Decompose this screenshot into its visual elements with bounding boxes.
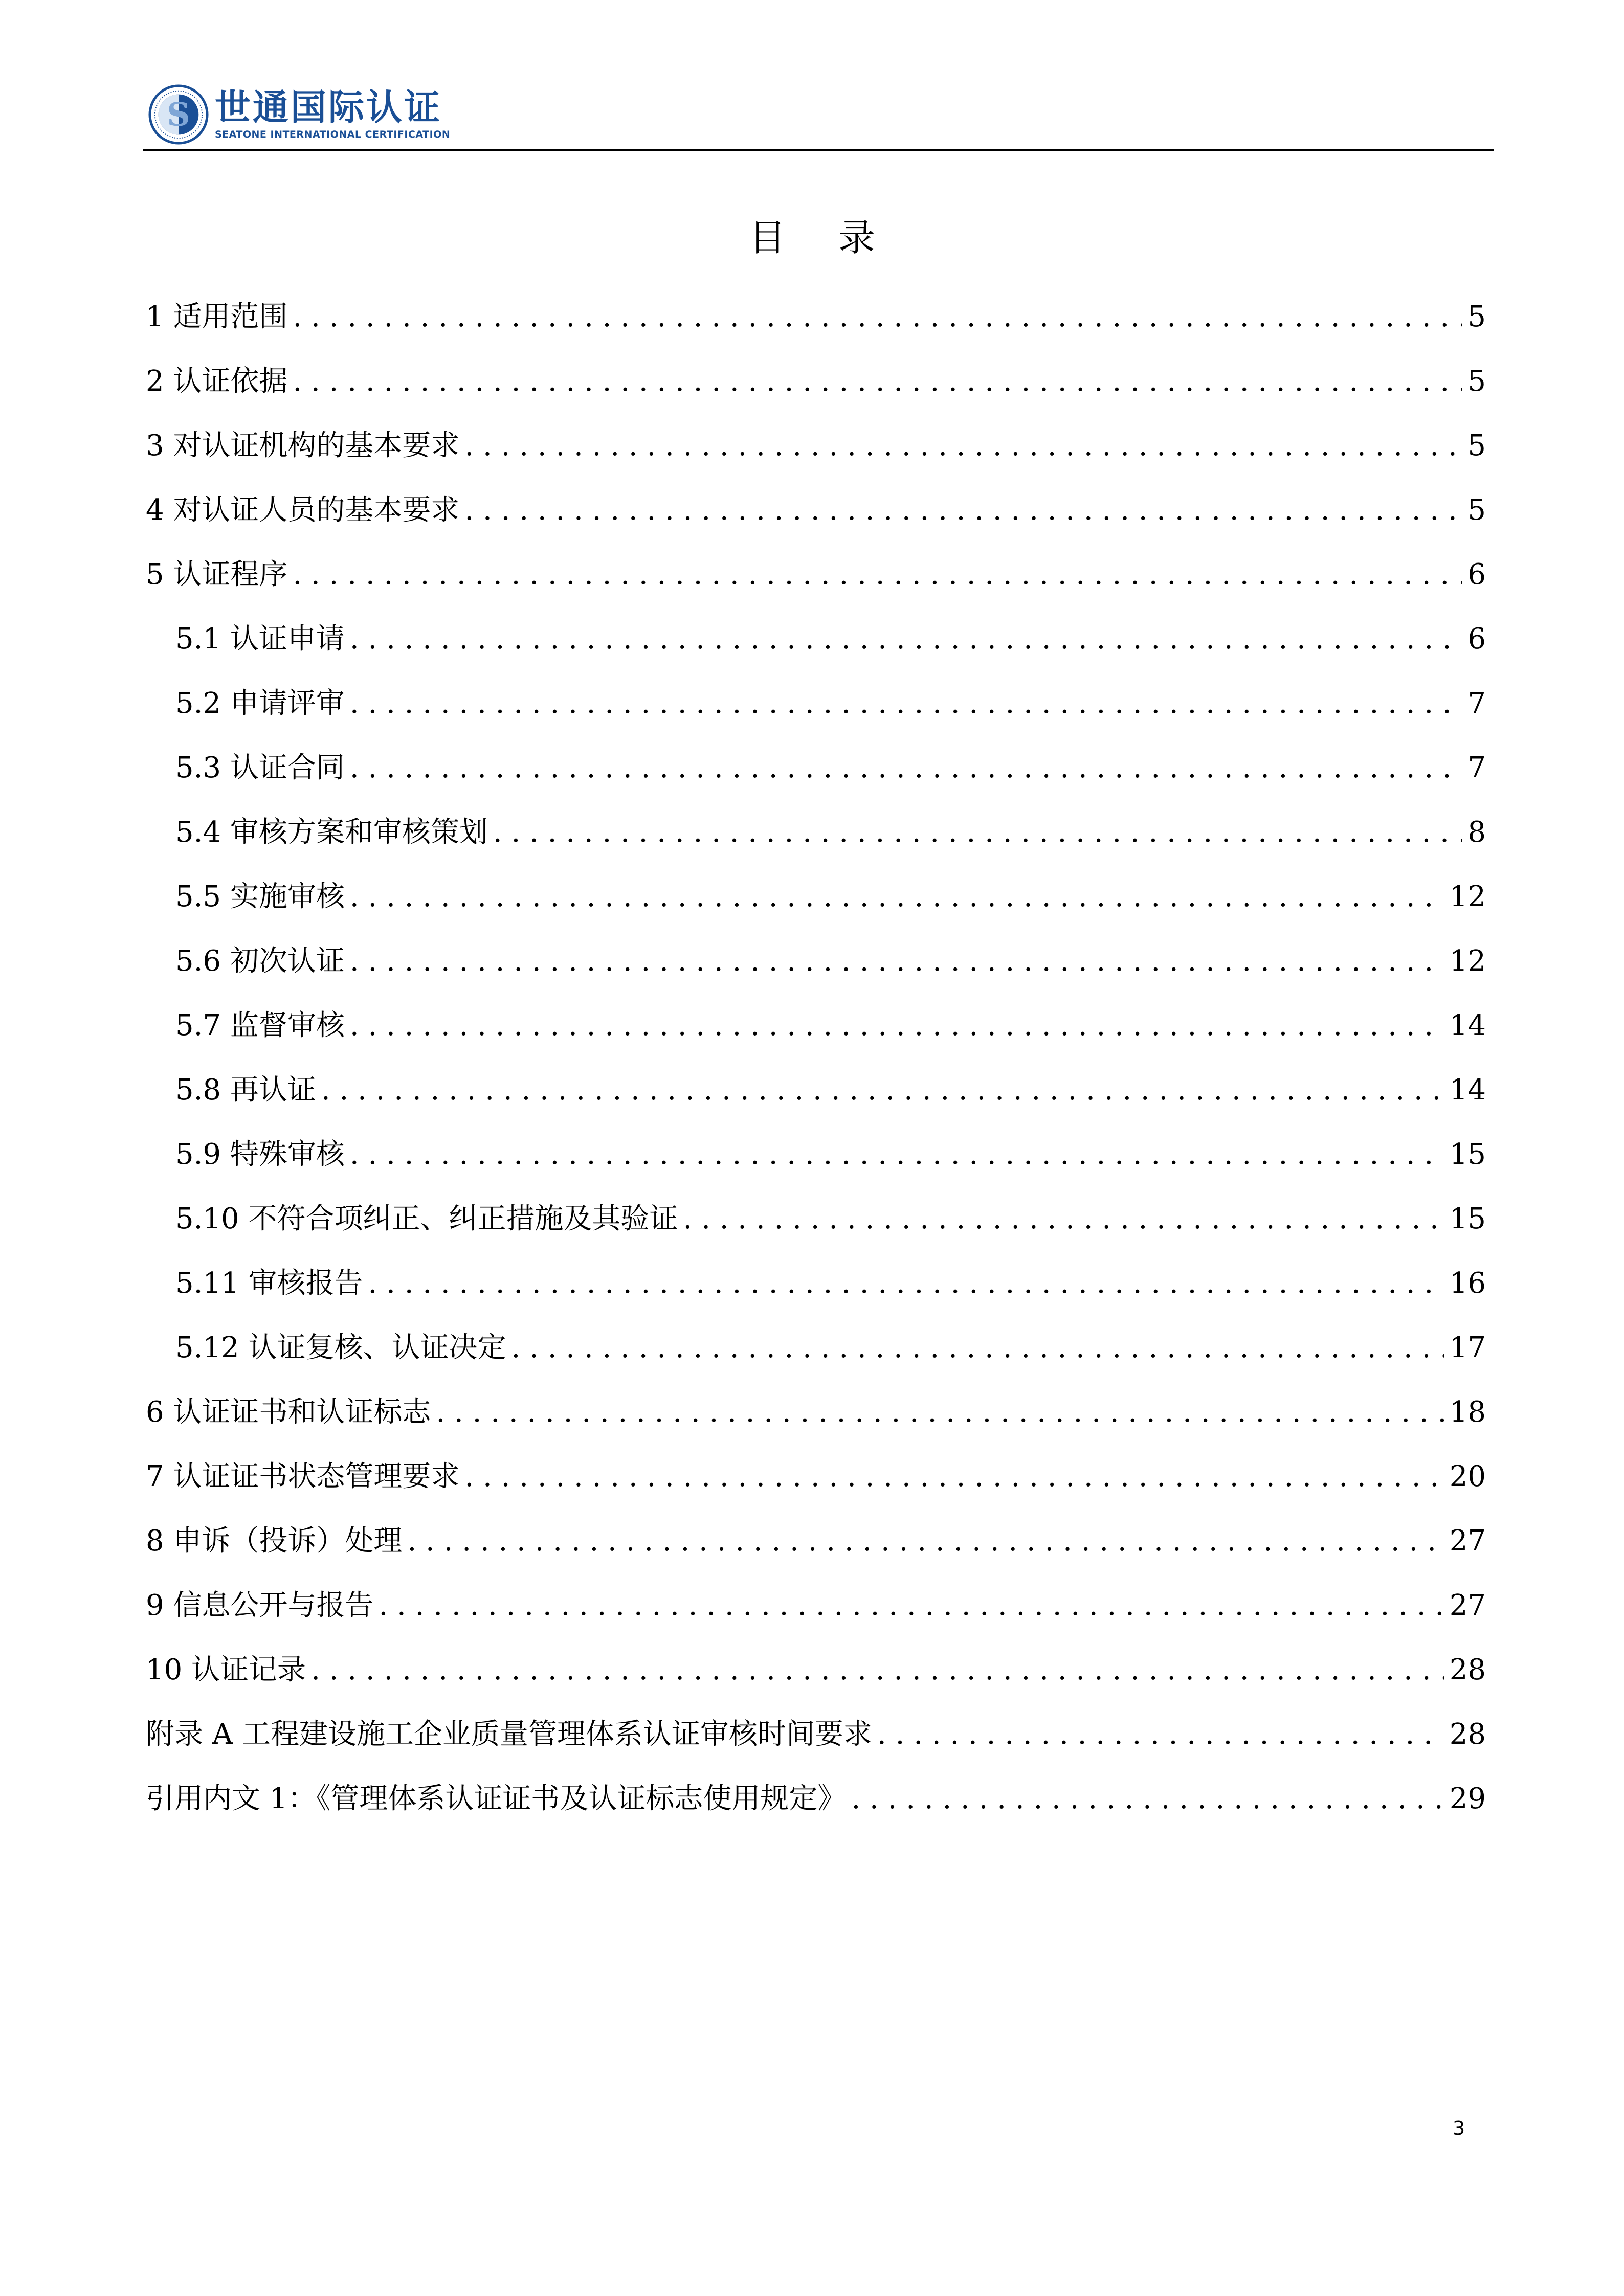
toc-entry-label: 5.11 审核报告	[175, 1267, 363, 1300]
toc-entry-label: 7 认证证书状态管理要求	[146, 1460, 460, 1493]
toc-entry[interactable]	[146, 1521, 1486, 1585]
toc-entry-label: 5 认证程序	[146, 558, 288, 591]
logo-chinese-text: 世通国际认证	[215, 86, 442, 128]
toc-entry[interactable]	[146, 1650, 1486, 1714]
toc-entry-label: 3 对认证机构的基本要求	[146, 429, 460, 462]
toc-entry-page: 5	[1467, 365, 1486, 398]
toc-dot-leader	[293, 297, 1462, 337]
toc-entry[interactable]	[146, 1005, 1486, 1070]
toc-entry-page: 18	[1449, 1395, 1486, 1429]
toc-entry-label: 引用内文 1：《管理体系认证证书及认证标志使用规定》	[146, 1782, 847, 1815]
toc-entry[interactable]	[146, 941, 1486, 1005]
toc-dot-leader	[436, 1392, 1444, 1433]
toc-entry-label: 附录 A 工程建设施工企业质量管理体系认证审核时间要求	[146, 1718, 873, 1751]
toc-entry[interactable]	[146, 876, 1486, 941]
seatone-logo-icon	[148, 84, 209, 145]
toc-dot-leader	[293, 554, 1462, 595]
toc-entry-page: 29	[1449, 1782, 1486, 1815]
toc-entry-page: 28	[1449, 1718, 1486, 1751]
toc-dot-leader	[683, 1199, 1444, 1240]
toc-entry-label: 8 申诉（投诉）处理	[146, 1524, 403, 1558]
page-title: 目 录	[749, 216, 896, 259]
toc-entry-page: 8	[1467, 816, 1486, 849]
toc-entry[interactable]	[146, 425, 1486, 490]
toc-entry[interactable]	[146, 1327, 1486, 1392]
toc-entry-label: 2 认证依据	[146, 365, 288, 398]
toc-entry-label: 5.7 监督审核	[175, 1009, 345, 1042]
toc-entry-label: 5.3 认证合同	[175, 751, 345, 784]
toc-entry[interactable]	[146, 1456, 1486, 1521]
toc-entry-page: 27	[1449, 1524, 1486, 1558]
toc-entry-page: 5	[1467, 300, 1486, 333]
toc-entry[interactable]	[146, 748, 1486, 812]
toc-entry[interactable]	[146, 554, 1486, 619]
toc-dot-leader	[350, 1134, 1444, 1175]
toc-entry-label: 5.5 实施审核	[175, 880, 345, 913]
toc-entry-page: 16	[1449, 1267, 1486, 1300]
toc-entry-label: 5.9 特殊审核	[175, 1138, 345, 1171]
toc-entry-page: 15	[1449, 1202, 1486, 1235]
toc-entry-label: 5.10 不符合项纠正、纠正措施及其验证	[175, 1202, 678, 1235]
toc-entry-page: 12	[1449, 944, 1486, 978]
header-divider	[143, 149, 1494, 151]
toc-dot-leader	[368, 1263, 1444, 1304]
toc-entry-page: 6	[1467, 558, 1486, 591]
toc-entry-page: 14	[1449, 1009, 1486, 1042]
toc-entry[interactable]	[146, 1392, 1486, 1456]
toc-entry-label: 5.1 认证申请	[175, 622, 345, 656]
page-number: 3	[1453, 2117, 1465, 2140]
toc-entry-label: 5.2 申请评审	[175, 687, 345, 720]
toc-dot-leader	[350, 619, 1463, 660]
toc-entry[interactable]	[146, 619, 1486, 683]
toc-dot-leader	[407, 1521, 1444, 1562]
toc-entry-page: 28	[1449, 1653, 1486, 1686]
toc-entry[interactable]	[146, 297, 1486, 361]
logo-english-text: SEATONE INTERNATIONAL CERTIFICATION	[215, 129, 451, 140]
table-of-contents	[146, 297, 1486, 1843]
toc-entry[interactable]	[146, 1070, 1486, 1134]
toc-entry[interactable]	[146, 1714, 1486, 1779]
toc-dot-leader	[350, 941, 1444, 982]
toc-dot-leader	[350, 876, 1444, 917]
toc-entry-page: 27	[1449, 1589, 1486, 1622]
toc-entry-page: 15	[1449, 1138, 1486, 1171]
toc-entry-label: 10 认证记录	[146, 1653, 306, 1686]
toc-dot-leader	[293, 361, 1462, 402]
toc-entry[interactable]	[146, 683, 1486, 748]
toc-dot-leader	[379, 1585, 1444, 1626]
toc-dot-leader	[350, 1005, 1444, 1046]
toc-entry-label: 5.12 认证复核、认证决定	[175, 1331, 506, 1364]
toc-entry[interactable]	[146, 812, 1486, 876]
toc-entry-label: 5.8 再认证	[175, 1073, 316, 1107]
toc-entry-page: 6	[1467, 622, 1486, 656]
toc-dot-leader	[511, 1327, 1444, 1368]
toc-entry-label: 9 信息公开与报告	[146, 1589, 374, 1622]
toc-entry[interactable]	[146, 1263, 1486, 1327]
toc-entry[interactable]	[146, 361, 1486, 425]
toc-entry-page: 14	[1449, 1073, 1486, 1107]
toc-entry-label: 5.6 初次认证	[175, 944, 345, 978]
toc-dot-leader	[851, 1779, 1444, 1819]
toc-entry-page: 20	[1449, 1460, 1486, 1493]
toc-entry-page: 7	[1467, 751, 1486, 784]
toc-entry[interactable]	[146, 1585, 1486, 1650]
toc-dot-leader	[350, 748, 1463, 789]
toc-entry[interactable]	[146, 1779, 1486, 1843]
toc-dot-leader	[321, 1070, 1444, 1111]
toc-entry-page: 12	[1449, 880, 1486, 913]
toc-dot-leader	[311, 1650, 1444, 1691]
toc-entry[interactable]	[146, 1134, 1486, 1199]
toc-entry-page: 5	[1467, 429, 1486, 462]
toc-entry-label: 4 对认证人员的基本要求	[146, 493, 460, 527]
toc-dot-leader	[464, 1456, 1444, 1497]
page-header	[143, 82, 1494, 148]
toc-dot-leader	[493, 812, 1463, 853]
toc-dot-leader	[350, 683, 1463, 724]
svg-text:S: S	[167, 95, 190, 133]
toc-dot-leader	[464, 490, 1462, 531]
toc-entry-label: 1 适用范围	[146, 300, 288, 333]
toc-dot-leader	[877, 1714, 1444, 1755]
toc-entry-page: 5	[1467, 493, 1486, 527]
toc-entry-label: 5.4 审核方案和审核策划	[175, 816, 488, 849]
toc-entry[interactable]	[146, 490, 1486, 554]
toc-entry-page: 7	[1467, 687, 1486, 720]
toc-entry[interactable]	[146, 1199, 1486, 1263]
toc-entry-page: 17	[1449, 1331, 1486, 1364]
toc-dot-leader	[464, 425, 1462, 466]
toc-entry-label: 6 认证证书和认证标志	[146, 1395, 431, 1429]
